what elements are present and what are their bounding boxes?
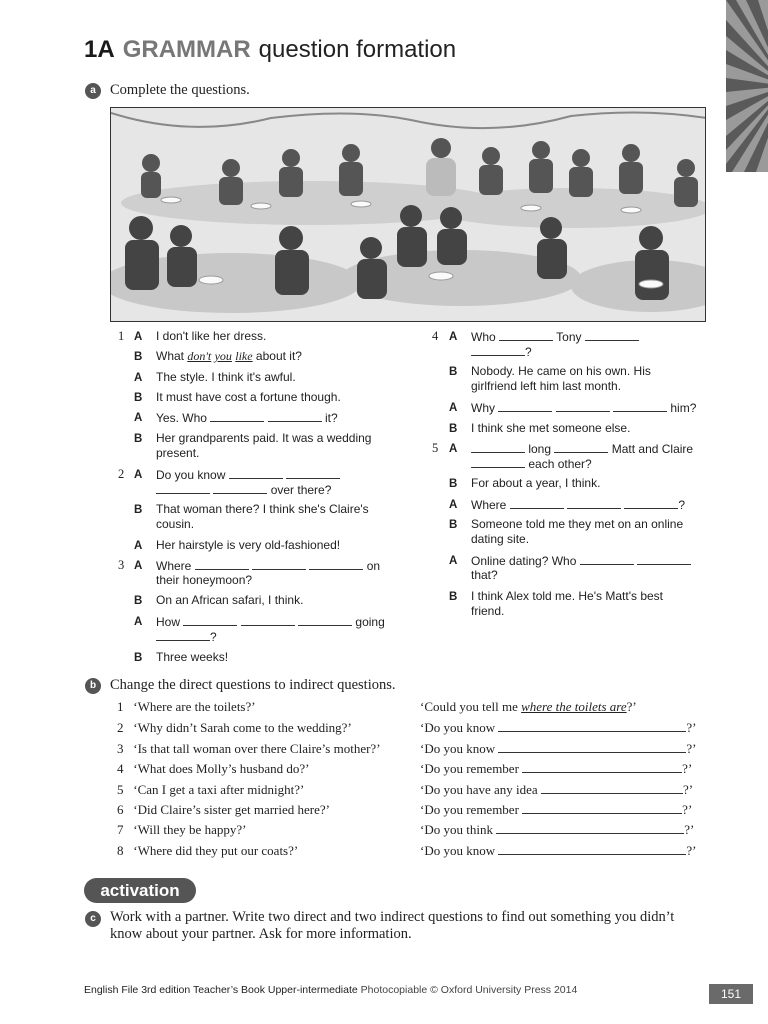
indirect-question-7: ‘Do you think ?’: [420, 822, 695, 837]
answer-blank[interactable]: [567, 497, 621, 509]
dialogue-4-line-1: A Who Tony ?: [449, 329, 719, 346]
answer-blank[interactable]: [210, 410, 264, 422]
page-title: [84, 36, 456, 64]
sunburst-decoration: [726, 0, 768, 172]
answer-blank[interactable]: [499, 329, 553, 341]
dialogue-5-line-1: A long Matt and Claire each other?: [449, 442, 694, 471]
dialogue-3-line-2: B On an African safari, I think.: [134, 593, 304, 607]
answer-blank[interactable]: [471, 344, 525, 356]
dialogue-4-line-3: A Why him?: [449, 401, 697, 415]
direct-question-4: 4 ‘What does Molly’s husband do?’: [117, 761, 310, 776]
answer-blank[interactable]: [585, 329, 639, 341]
answer-blank[interactable]: [471, 441, 525, 453]
activation-heading: activation: [84, 878, 196, 903]
direct-question-1: 1 ‘Where are the toilets?’: [117, 699, 256, 714]
answer-blank[interactable]: [624, 497, 678, 509]
indirect-question-4: ‘Do you remember ?’: [420, 761, 693, 776]
dialogue-5-line-4: B Someone told me they met on an online dating site.: [449, 517, 684, 546]
answer-line[interactable]: [498, 843, 686, 855]
answer-blank[interactable]: [268, 410, 322, 422]
answer-blank[interactable]: [183, 614, 237, 626]
answer-blank[interactable]: [241, 614, 295, 626]
dialogue-3-line-1: A Where on their honeymoon?: [134, 559, 381, 587]
dialogue-4-line-4: B I think she met someone else.: [449, 421, 631, 435]
dialogue-1-line-1: A I don't like her dress.: [134, 329, 267, 343]
indirect-question-3: ‘Do you know ?’: [420, 741, 697, 756]
footer-credit: [84, 984, 577, 996]
book-title: English File 3rd edition Teacher’s Book Upper-intermediate: [84, 984, 358, 996]
dialogue-3-line-3: A How going ?: [134, 615, 385, 644]
exercise-a-label: a: [85, 83, 101, 99]
answer-blank[interactable]: [309, 558, 363, 570]
direct-question-5: 5 ‘Can I get a taxi after midnight?’: [117, 782, 305, 797]
dialogue-4-line-2: B Nobody. He came on his own. His girlfriend left him last month.: [449, 364, 651, 393]
wedding-scene-image: [111, 108, 706, 322]
answer-blank[interactable]: [156, 629, 210, 641]
dialogue-2-line-1: A Do you know over there?: [134, 467, 424, 484]
copyright-notice: Photocopiable © Oxford University Press 2014: [357, 984, 578, 996]
exercise-a-instruction: Complete the questions.: [110, 82, 250, 98]
unit-number: 1A: [84, 36, 115, 63]
topic-name: question formation: [258, 36, 457, 63]
direct-question-2: 2 ‘Why didn’t Sarah come to the wedding?’: [117, 720, 352, 735]
answer-line[interactable]: [498, 741, 686, 753]
indirect-question-5: ‘Do you have any idea ?’: [420, 782, 694, 797]
direct-question-8: 8 ‘Where did they put our coats?’: [117, 843, 299, 858]
dialogue-5-line-6: B I think Alex told me. He's Matt's best friend.: [449, 589, 663, 618]
answer-blank[interactable]: [556, 400, 610, 412]
indirect-question-8: ‘Do you know ?’: [420, 843, 697, 858]
section-name: GRAMMAR: [122, 36, 251, 63]
indirect-question-2: ‘Do you know ?’: [420, 720, 697, 735]
dialogue-5-line-3: A Where ?: [449, 498, 686, 512]
wedding-illustration: [110, 107, 706, 322]
dialogue-3-line-4: B Three weeks!: [134, 650, 229, 664]
answer-blank[interactable]: [554, 441, 608, 453]
dialogue-1-line-2: B What don't you like about it?: [134, 349, 302, 363]
dialogue-1-line-4: B It must have cost a fortune though.: [134, 390, 341, 404]
answer-line[interactable]: [522, 761, 682, 773]
page-number: 151: [709, 984, 753, 1004]
indirect-question-1: ‘Could you tell me where the toilets are?’: [420, 699, 637, 714]
dialogue-1-number: 1: [118, 329, 125, 343]
dialogue-2-line-2: B That woman there? I think she's Claire's cousin.: [134, 502, 369, 531]
dialogue-5-line-2: B For about a year, I think.: [449, 476, 601, 490]
exercise-c-instruction-line-2: know about your partner. Ask for more information.: [110, 926, 412, 942]
direct-question-3: 3 ‘Is that tall woman over there Claire’s mother?’: [117, 741, 381, 756]
answer-line[interactable]: [541, 782, 683, 794]
exercise-c-instruction-line-1: Work with a partner. Write two direct and two indirect questions to find out something you didn’t: [110, 909, 675, 925]
answer-line[interactable]: [498, 720, 686, 732]
dialogue-1-line-3: A The style. I think it's awful.: [134, 370, 296, 384]
answer-blank[interactable]: [286, 467, 340, 479]
exercise-c-label: c: [85, 911, 101, 927]
answer-blank[interactable]: [637, 553, 691, 565]
answer-line[interactable]: [496, 822, 684, 834]
indirect-question-6: ‘Do you remember ?’: [420, 802, 693, 817]
answer-blank[interactable]: [156, 482, 210, 494]
direct-question-6: 6 ‘Did Claire’s sister get married here?’: [117, 802, 330, 817]
dialogue-1-line-5: A Yes. Who it?: [134, 411, 338, 425]
dialogue-5-number: 5: [432, 441, 439, 455]
dialogue-3-number: 3: [118, 558, 125, 572]
dialogue-4-number: 4: [432, 329, 439, 343]
direct-question-7: 7 ‘Will they be happy?’: [117, 822, 247, 837]
answer-blank[interactable]: [580, 553, 634, 565]
dialogue-5-line-5: A Online dating? Who that?: [449, 553, 719, 570]
answer-blank[interactable]: [298, 614, 352, 626]
answer-line[interactable]: [522, 802, 682, 814]
answer-blank[interactable]: [213, 482, 267, 494]
answer-blank[interactable]: [195, 558, 249, 570]
answer-blank[interactable]: [498, 400, 552, 412]
answer-blank[interactable]: [613, 400, 667, 412]
answer-blank[interactable]: [252, 558, 306, 570]
exercise-b-label: b: [85, 678, 101, 694]
answer-blank[interactable]: [510, 497, 564, 509]
exercise-b-instruction: Change the direct questions to indirect questions.: [110, 677, 396, 693]
answer-blank[interactable]: [471, 456, 525, 468]
dialogue-2-line-3: A Her hairstyle is very old-fashioned!: [134, 538, 341, 552]
dialogue-2-number: 2: [118, 467, 125, 481]
dialogue-1-line-6: B Her grandparents paid. It was a wedding present.: [134, 431, 372, 460]
answer-blank[interactable]: [229, 467, 283, 479]
